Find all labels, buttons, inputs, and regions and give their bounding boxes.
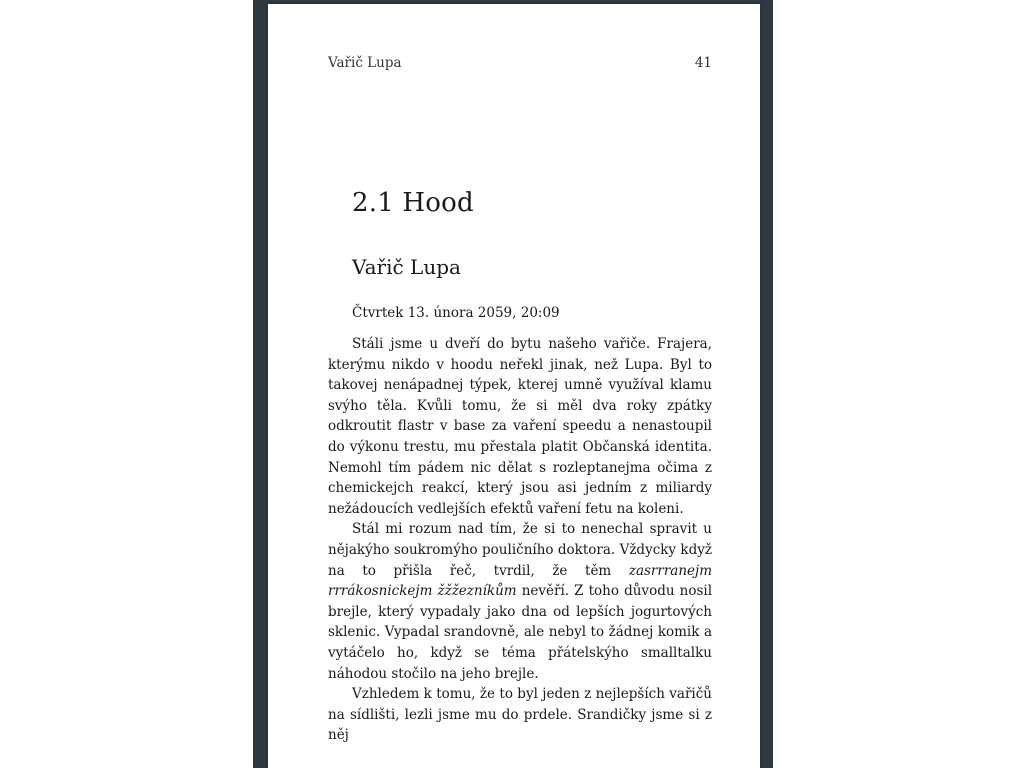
paragraph-text: nevěří. Z toho důvodu nosil brejle, který vypadaly jako dna od lepších jogurtových sklenic. Vypadal srandovně, ale nebyl to žádnej komik a vytáčelo ho, když se téma přátelskýho smalltalku náhodou stočilo na jeho brejle. xyxy=(328,583,713,682)
paragraph: Stáli jsme u dveří do bytu našeho vařiče. Frajera, kterýmu nikdo v hoodu neřekl jinak, než Lupa. Byl to takovej nenápadnej týpek, kterej umně využíval klamu svýho těla. Kvůli tomu, že si měl dva roky zpátky odkroutit flastr v base za vaření speedu a nenastoupil do výkonu trestu, mu přestala platit Občanská identita. Nemohl tím pádem nic dělat s rozleptanejma očima z chemickejch reakcí, který jsou asi jedním z miliardy nežádoucích vedlejších efektů vaření fetu na koleni. xyxy=(328,336,712,517)
paragraph-text: Stál mi rozum nad tím, že si to nenechal spravit u nějakýho soukromýho pouličního doktora. Vždycky když na to přišla řeč, tvrdil, že těm xyxy=(328,521,712,579)
book-page xyxy=(268,4,760,768)
running-head: Vařič Lupa xyxy=(328,55,402,71)
page-number: 41 xyxy=(694,55,712,71)
paragraph xyxy=(328,519,712,684)
paragraph: Vzhledem k tomu, že to byl jeden z nejlepších vařičů na sídlišti, lezli jsme mu do prdele. Srandičky jsme si z něj xyxy=(328,686,712,744)
date-line: Čtvrtek 13. února 2059, 20:09 xyxy=(352,305,560,321)
section-title: Vařič Lupa xyxy=(352,255,461,279)
chapter-title: 2.1 Hood xyxy=(352,188,474,218)
italic-phrase: zasrrranejm rrrákosnickejm žžžezníkům xyxy=(328,562,712,600)
body-text xyxy=(328,334,712,746)
